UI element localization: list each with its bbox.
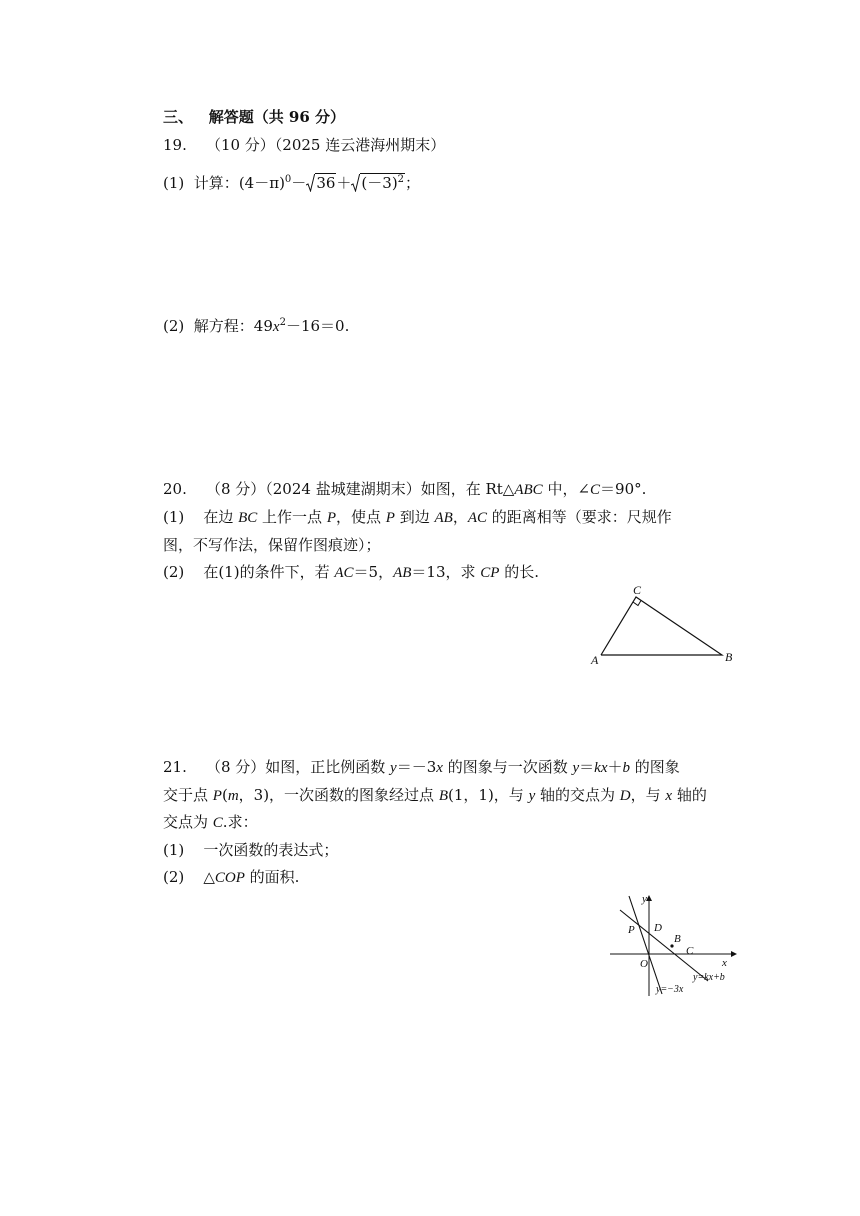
q21-line2: 交于点 P(m，3)，一次函数的图象经过点 B(1，1)，与 y 轴的交点为 D，与 x 轴的 [163, 786, 707, 804]
q20-number: 20. [163, 480, 187, 498]
label-A: A [591, 653, 599, 667]
q20-part1-line1: (1) 在边 BC 上作一点 P，使点 P 到边 AB，AC 的距离相等（要求：尺规作 [163, 508, 672, 526]
q20-part1-line2: 图，不写作法，保留作图痕迹）； [163, 536, 381, 554]
q21-part2-label: (2) [163, 868, 185, 886]
q20-header: 20. （8 分）（2024 盐城建湖期末）如图，在 Rt△ABC 中，∠C＝90°. [163, 480, 647, 498]
expr-end: ； [405, 174, 421, 192]
q21-line3: 交点为 C.求： [163, 813, 258, 831]
line-y-neg3x [629, 896, 662, 994]
line-y-kx-b [620, 910, 708, 981]
q20-triangle-figure [585, 578, 745, 670]
section-title: 解答题（共 96 分） [208, 108, 346, 126]
section-number: 三、 [163, 108, 194, 126]
label-line1: y=−3x [656, 984, 684, 995]
expr-power-exp: 0 [284, 174, 292, 185]
q19-part1 [163, 172, 420, 194]
q20-part1-label: (1) [163, 508, 185, 526]
axis-label-x: x [722, 957, 727, 969]
q19-part2-prefix: 解方程：49 [193, 317, 273, 335]
q19-part1-label: (1) [163, 174, 185, 192]
label-B: B [674, 933, 681, 945]
q19-part2 [163, 315, 349, 338]
q19-header [163, 134, 445, 156]
q20-part2-label: (2) [163, 563, 185, 581]
section-header [163, 106, 345, 128]
q19-part1-prefix: 计算： [193, 174, 239, 192]
expr-minus: － [291, 174, 307, 192]
label-C: C [633, 583, 642, 597]
label-B: B [725, 650, 733, 664]
q21-part2: (2) △COP 的面积. [163, 868, 300, 886]
expr-power-base: (4－π) [238, 174, 285, 192]
q19-part2-rest: －16＝0. [285, 317, 350, 335]
var-x-exp: 2 [279, 317, 286, 328]
label-P: P [628, 924, 635, 936]
q19-header-text: （10 分）（2025 连云港海州期末） [205, 136, 446, 154]
var-x: x [272, 319, 280, 335]
label-C: C [686, 945, 694, 957]
triangle-sides [601, 597, 722, 655]
q19-number: 19. [163, 136, 187, 154]
radical-icon [306, 174, 315, 192]
expr-plus: ＋ [336, 174, 352, 192]
q21-number: 21. [163, 758, 187, 776]
right-angle-marker [633, 601, 641, 606]
sqrt-36: 36 [306, 172, 336, 194]
label-D: D [654, 922, 662, 934]
q21-part1-label: (1) [163, 841, 185, 859]
q21-graph-figure [604, 890, 744, 1000]
q21-part1: (1) 一次函数的表达式； [163, 841, 339, 859]
axis-label-y: y [642, 893, 647, 905]
q21-line1: 21. （8 分）如图，正比例函数 y＝－3x 的图象与一次函数 y＝kx＋b 的图象 [163, 758, 680, 776]
q19-part2-label: (2) [163, 317, 185, 335]
label-line2: y=kx+b [693, 972, 725, 983]
q20-part2: (2) 在(1)的条件下，若 AC＝5，AB＝13，求 CP 的长. [163, 563, 539, 581]
label-O: O [640, 958, 648, 970]
radical-icon [351, 174, 360, 192]
sqrt-neg3-squared: $(-3)^2$ [351, 172, 405, 194]
